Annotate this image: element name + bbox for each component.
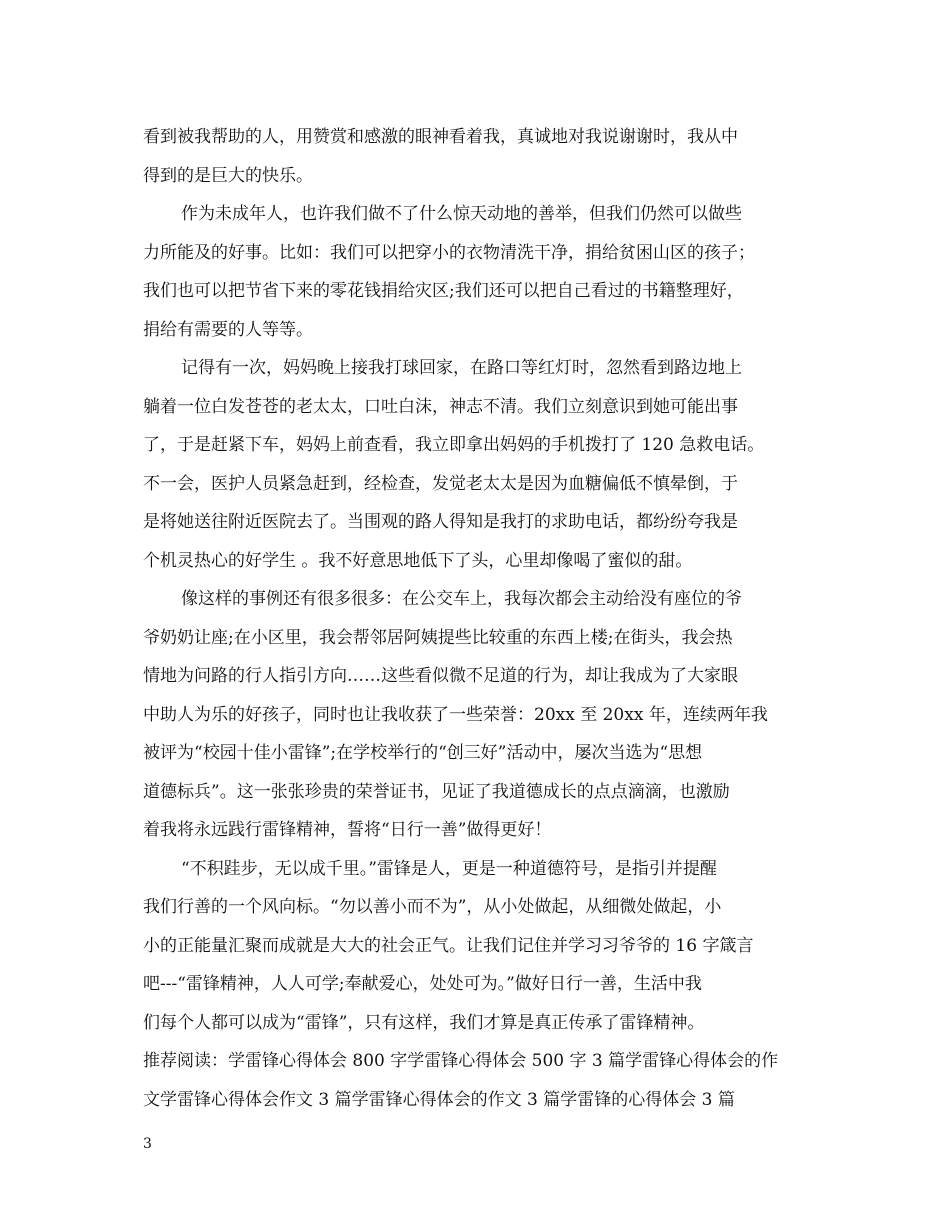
text-line: 我们行善的一个风向标。“勿以善小而不为”，从小处做起，从细微处做起，小 <box>143 897 722 917</box>
text-line: 看到被我帮助的人，用赞赏和感激的眼神看着我，真诚地对我说谢谢时，我从中 <box>143 127 738 147</box>
text-line: 力所能及的好事。比如：我们可以把穿小的衣物清洗干净，捐给贫困山区的孩子； <box>143 242 755 263</box>
paragraph-first-line: 像这样的事例还有很多很多：在公交车上，我每次都会主动给没有座位的爷 <box>181 589 742 609</box>
page-number: 3 <box>143 1136 152 1152</box>
text-line: 躺着一位白发苍苍的老太太，口吐白沫，神志不清。我们立刻意识到她可能出事 <box>143 396 738 417</box>
paragraph-first-line: “不积跬步，无以成千里。”雷锋是人，更是一种道德符号，是指引并提醒 <box>181 858 717 879</box>
text-line: 道德标兵”。这一张张珍贵的荣誉证书，见证了我道德成长的点点滴滴，也激励 <box>143 781 730 802</box>
text-line: 是将她送往附近医院去了。当围观的路人得知是我打的求助电话，都纷纷夸我是 <box>143 512 738 532</box>
text-line: 吧---“雷锋精神，人人可学;奉献爱心，处处可为。”做好日行一善，生活中我 <box>143 974 702 994</box>
text-line: 了，于是赶紧下车，妈妈上前查看，我立即拿出妈妈的手机拨打了 120 急救电话。 <box>143 435 765 455</box>
text-line: 情地为问路的行人指引方向……这些看似微不足道的行为，却让我成为了大家眼 <box>143 666 738 686</box>
paragraph-first-line: 记得有一次，妈妈晚上接我打球回家，在路口等红灯时，忽然看到路边地上 <box>181 358 742 378</box>
text-line: 个机灵热心的好学生 。我不好意思地低下了头，心里却像喝了蜜似的甜。 <box>143 550 693 571</box>
text-line: 中助人为乐的好孩子，同时也让我收获了一些荣誉：20xx 至 20xx 年，连续两年我 <box>143 704 768 725</box>
text-line: 不一会，医护人员紧急赶到，经检查，发觉老太太是因为血糖偏低不慎晕倒，于 <box>143 473 738 494</box>
recommended-reading-line: 推荐阅读：学雷锋心得体会 800 字学雷锋心得体会 500 字 3 篇学雷锋心得体会的作 <box>143 1051 779 1071</box>
text-line: 被评为“校园十佳小雷锋”;在学校举行的“创三好”活动中，屡次当选为“思想 <box>143 743 703 763</box>
text-line: 捐给有需要的人等等。 <box>143 319 313 340</box>
recommended-reading-line: 文学雷锋心得体会作文 3 篇学雷锋心得体会的作文 3 篇学雷锋的心得体会 3 篇 <box>143 1089 735 1110</box>
text-line: 们每个人都可以成为“雷锋”，只有这样，我们才算是真正传承了雷锋精神。 <box>143 1012 705 1033</box>
text-line: 我们也可以把节省下来的零花钱捐给灾区;我们还可以把自己看过的书籍整理好， <box>143 281 744 301</box>
paragraph-first-line: 作为未成年人，也许我们做不了什么惊天动地的善举，但我们仍然可以做些 <box>181 204 742 224</box>
text-line: 着我将永远践行雷锋精神，誓将“日行一善”做得更好！ <box>143 820 552 840</box>
text-line: 爷奶奶让座;在小区里，我会帮邻居阿姨提些比较重的东西上楼;在街头，我会热 <box>143 627 733 648</box>
text-line: 小的正能量汇聚而成就是大大的社会正气。让我们记住并学习习爷爷的 16 字箴言 <box>143 935 754 956</box>
body-text <box>143 118 813 1119</box>
text-line: 得到的是巨大的快乐。 <box>143 165 313 186</box>
